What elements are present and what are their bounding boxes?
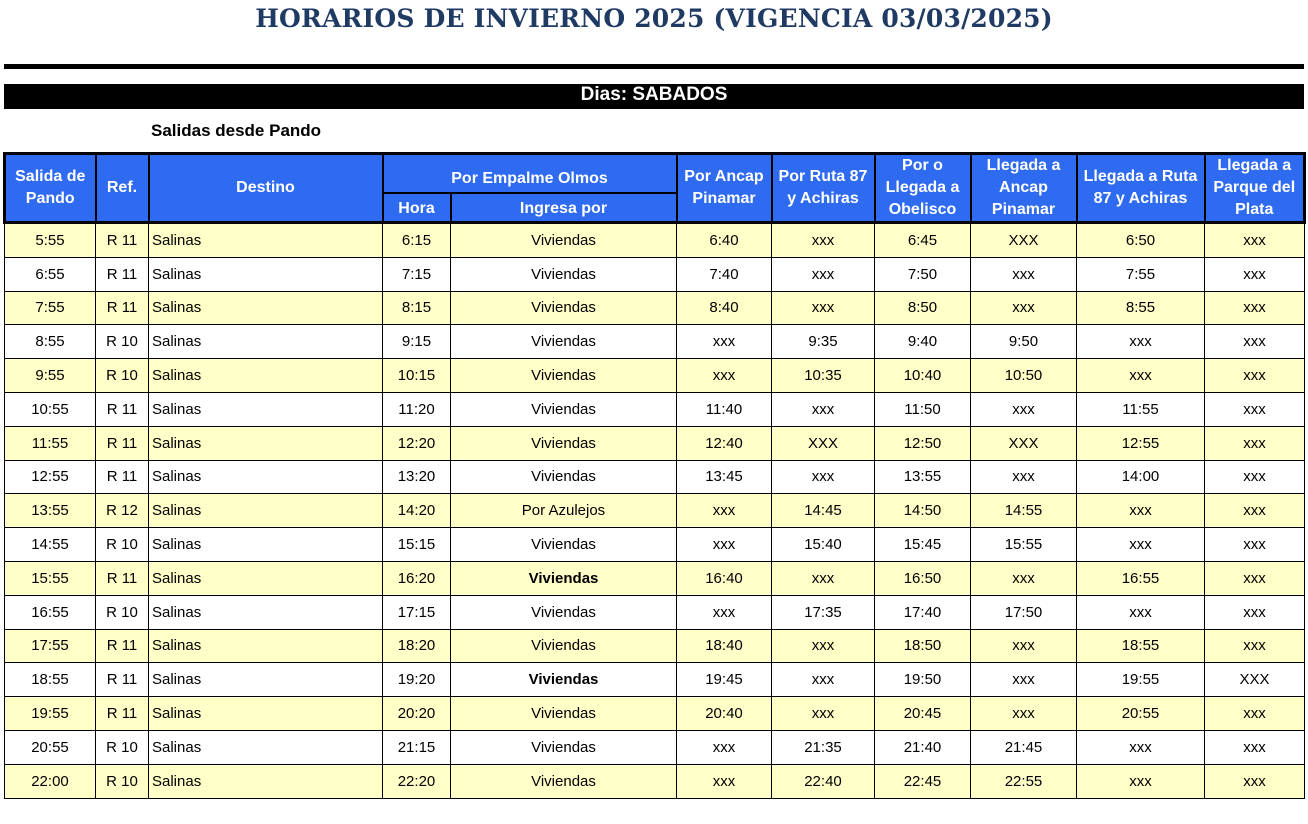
cell-llegada-ruta87: 8:55 — [1077, 291, 1205, 325]
cell-ruta87: XXX — [772, 426, 875, 460]
cell-ref: R 10 — [96, 359, 149, 393]
cell-ref: R 10 — [96, 325, 149, 359]
cell-ingresa: Viviendas — [451, 359, 677, 393]
cell-obelisco: 16:50 — [875, 561, 971, 595]
cell-obelisco: 22:45 — [875, 764, 971, 798]
cell-llegada-ancap: xxx — [971, 663, 1077, 697]
cell-obelisco: 8:50 — [875, 291, 971, 325]
cell-ref: R 10 — [96, 595, 149, 629]
cell-llegada-parque: xxx — [1205, 291, 1305, 325]
cell-obelisco: 18:50 — [875, 629, 971, 663]
cell-hora: 22:20 — [383, 764, 451, 798]
cell-salida: 18:55 — [5, 663, 96, 697]
cell-ingresa: Viviendas — [451, 561, 677, 595]
cell-llegada-parque: xxx — [1205, 426, 1305, 460]
cell-obelisco: 19:50 — [875, 663, 971, 697]
cell-ref: R 10 — [96, 730, 149, 764]
cell-ancap: 13:45 — [677, 460, 772, 494]
cell-llegada-ancap: xxx — [971, 257, 1077, 291]
page-title: HORARIOS DE INVIERNO 2025 (VIGENCIA 03/03/2025) — [255, 4, 1053, 33]
cell-hora: 17:15 — [383, 595, 451, 629]
cell-ingresa: Viviendas — [451, 629, 677, 663]
cell-ruta87: 15:40 — [772, 528, 875, 562]
cell-llegada-ancap: xxx — [971, 561, 1077, 595]
cell-ruta87: xxx — [772, 561, 875, 595]
table-row — [5, 528, 1305, 562]
cell-ancap: 19:45 — [677, 663, 772, 697]
cell-hora: 20:20 — [383, 697, 451, 731]
cell-ruta87: xxx — [772, 291, 875, 325]
cell-destino: Salinas — [149, 663, 383, 697]
cell-destino: Salinas — [149, 325, 383, 359]
cell-salida: 7:55 — [5, 291, 96, 325]
cell-destino: Salinas — [149, 528, 383, 562]
cell-hora: 21:15 — [383, 730, 451, 764]
cell-ingresa: Viviendas — [451, 426, 677, 460]
header-llegada-parque: Llegada a Parque del Plata — [1205, 154, 1305, 223]
cell-llegada-parque: xxx — [1205, 223, 1305, 258]
cell-llegada-parque: xxx — [1205, 359, 1305, 393]
table-row — [5, 494, 1305, 528]
cell-salida: 15:55 — [5, 561, 96, 595]
cell-ingresa: Viviendas — [451, 697, 677, 731]
table-row — [5, 764, 1305, 798]
cell-llegada-ruta87: xxx — [1077, 764, 1205, 798]
cell-salida: 10:55 — [5, 392, 96, 426]
cell-llegada-parque: xxx — [1205, 561, 1305, 595]
cell-ancap: 12:40 — [677, 426, 772, 460]
header-obelisco: Por o Llegada a Obelisco — [875, 154, 971, 223]
day-banner: Dias: SABADOS — [4, 84, 1304, 109]
cell-ruta87: xxx — [772, 257, 875, 291]
cell-ingresa: Viviendas — [451, 392, 677, 426]
cell-ingresa: Viviendas — [451, 663, 677, 697]
cell-llegada-parque: xxx — [1205, 730, 1305, 764]
table-row — [5, 291, 1305, 325]
cell-ruta87: 14:45 — [772, 494, 875, 528]
cell-llegada-ruta87: xxx — [1077, 359, 1205, 393]
cell-ingresa: Viviendas — [451, 730, 677, 764]
cell-llegada-ruta87: 18:55 — [1077, 629, 1205, 663]
cell-hora: 15:15 — [383, 528, 451, 562]
cell-llegada-ruta87: 12:55 — [1077, 426, 1205, 460]
cell-ingresa: Viviendas — [451, 223, 677, 258]
cell-llegada-ruta87: xxx — [1077, 528, 1205, 562]
cell-hora: 7:15 — [383, 257, 451, 291]
cell-destino: Salinas — [149, 223, 383, 258]
header-ancap: Por Ancap Pinamar — [677, 154, 772, 223]
cell-ingresa: Viviendas — [451, 257, 677, 291]
cell-obelisco: 9:40 — [875, 325, 971, 359]
cell-ancap: 20:40 — [677, 697, 772, 731]
cell-llegada-ruta87: xxx — [1077, 494, 1205, 528]
cell-llegada-ancap: 14:55 — [971, 494, 1077, 528]
cell-ref: R 11 — [96, 663, 149, 697]
header-hora: Hora — [383, 193, 451, 223]
cell-destino: Salinas — [149, 494, 383, 528]
cell-llegada-parque: xxx — [1205, 392, 1305, 426]
cell-llegada-ancap: xxx — [971, 460, 1077, 494]
table-row — [5, 257, 1305, 291]
header-salida: Salida de Pando — [5, 154, 96, 223]
cell-ingresa: Por Azulejos — [451, 494, 677, 528]
cell-ref: R 11 — [96, 697, 149, 731]
cell-ancap: 8:40 — [677, 291, 772, 325]
cell-ruta87: 22:40 — [772, 764, 875, 798]
cell-ancap: 7:40 — [677, 257, 772, 291]
header-ingresa: Ingresa por — [451, 193, 677, 223]
cell-ruta87: 21:35 — [772, 730, 875, 764]
header-empalme-olmos: Por Empalme Olmos — [383, 154, 677, 193]
cell-ingresa: Viviendas — [451, 291, 677, 325]
cell-llegada-ancap: 17:50 — [971, 595, 1077, 629]
table-row — [5, 697, 1305, 731]
cell-llegada-parque: xxx — [1205, 595, 1305, 629]
cell-llegada-ancap: xxx — [971, 697, 1077, 731]
cell-ruta87: xxx — [772, 629, 875, 663]
table-row — [5, 460, 1305, 494]
cell-llegada-ruta87: xxx — [1077, 595, 1205, 629]
cell-hora: 6:15 — [383, 223, 451, 258]
cell-ancap: xxx — [677, 359, 772, 393]
cell-ruta87: xxx — [772, 392, 875, 426]
cell-llegada-ancap: XXX — [971, 426, 1077, 460]
table-row — [5, 223, 1305, 258]
cell-ingresa: Viviendas — [451, 528, 677, 562]
cell-salida: 20:55 — [5, 730, 96, 764]
cell-obelisco: 7:50 — [875, 257, 971, 291]
cell-ancap: xxx — [677, 325, 772, 359]
cell-ingresa: Viviendas — [451, 595, 677, 629]
cell-ancap: xxx — [677, 730, 772, 764]
cell-ruta87: 9:35 — [772, 325, 875, 359]
table-row — [5, 325, 1305, 359]
cell-llegada-ancap: 9:50 — [971, 325, 1077, 359]
cell-llegada-ruta87: xxx — [1077, 325, 1205, 359]
cell-ancap: xxx — [677, 528, 772, 562]
cell-hora: 14:20 — [383, 494, 451, 528]
cell-obelisco: 21:40 — [875, 730, 971, 764]
header-ruta87: Por Ruta 87 y Achiras — [772, 154, 875, 223]
cell-ref: R 11 — [96, 291, 149, 325]
schedule-body — [5, 223, 1305, 799]
cell-ruta87: xxx — [772, 697, 875, 731]
cell-ancap: xxx — [677, 595, 772, 629]
cell-ruta87: xxx — [772, 223, 875, 258]
cell-llegada-parque: xxx — [1205, 629, 1305, 663]
cell-hora: 9:15 — [383, 325, 451, 359]
cell-llegada-ancap: 10:50 — [971, 359, 1077, 393]
table-row — [5, 392, 1305, 426]
cell-obelisco: 10:40 — [875, 359, 971, 393]
table-row — [5, 595, 1305, 629]
table-row — [5, 561, 1305, 595]
cell-hora: 10:15 — [383, 359, 451, 393]
cell-llegada-parque: xxx — [1205, 764, 1305, 798]
cell-obelisco: 6:45 — [875, 223, 971, 258]
cell-llegada-parque: xxx — [1205, 528, 1305, 562]
cell-destino: Salinas — [149, 697, 383, 731]
cell-llegada-ancap: 15:55 — [971, 528, 1077, 562]
cell-salida: 16:55 — [5, 595, 96, 629]
header-llegada-ancap: Llegada a Ancap Pinamar — [971, 154, 1077, 223]
cell-llegada-ruta87: 19:55 — [1077, 663, 1205, 697]
cell-destino: Salinas — [149, 730, 383, 764]
table-row — [5, 426, 1305, 460]
cell-hora: 13:20 — [383, 460, 451, 494]
cell-llegada-ancap: 22:55 — [971, 764, 1077, 798]
cell-ref: R 12 — [96, 494, 149, 528]
header-destino: Destino — [149, 154, 383, 223]
cell-obelisco: 13:55 — [875, 460, 971, 494]
cell-llegada-ancap: 21:45 — [971, 730, 1077, 764]
cell-ref: R 10 — [96, 528, 149, 562]
cell-destino: Salinas — [149, 257, 383, 291]
cell-llegada-ancap: xxx — [971, 291, 1077, 325]
cell-llegada-ruta87: 6:50 — [1077, 223, 1205, 258]
cell-llegada-ruta87: 14:00 — [1077, 460, 1205, 494]
cell-destino: Salinas — [149, 764, 383, 798]
cell-salida: 17:55 — [5, 629, 96, 663]
cell-ancap: xxx — [677, 494, 772, 528]
cell-destino: Salinas — [149, 629, 383, 663]
cell-llegada-parque: xxx — [1205, 257, 1305, 291]
table-row — [5, 730, 1305, 764]
cell-destino: Salinas — [149, 595, 383, 629]
cell-hora: 11:20 — [383, 392, 451, 426]
cell-destino: Salinas — [149, 392, 383, 426]
cell-llegada-parque: XXX — [1205, 663, 1305, 697]
cell-obelisco: 17:40 — [875, 595, 971, 629]
cell-salida: 19:55 — [5, 697, 96, 731]
schedule-table — [3, 152, 1306, 799]
cell-destino: Salinas — [149, 291, 383, 325]
cell-ref: R 11 — [96, 392, 149, 426]
cell-obelisco: 15:45 — [875, 528, 971, 562]
header-ref: Ref. — [96, 154, 149, 223]
section-title: Salidas desde Pando — [151, 121, 322, 140]
cell-salida: 6:55 — [5, 257, 96, 291]
cell-salida: 11:55 — [5, 426, 96, 460]
cell-llegada-ancap: XXX — [971, 223, 1077, 258]
cell-destino: Salinas — [149, 359, 383, 393]
table-row — [5, 663, 1305, 697]
cell-salida: 13:55 — [5, 494, 96, 528]
cell-ref: R 11 — [96, 561, 149, 595]
cell-salida: 14:55 — [5, 528, 96, 562]
cell-ancap: 6:40 — [677, 223, 772, 258]
cell-ingresa: Viviendas — [451, 764, 677, 798]
cell-hora: 8:15 — [383, 291, 451, 325]
cell-llegada-parque: xxx — [1205, 697, 1305, 731]
cell-ancap: xxx — [677, 764, 772, 798]
cell-llegada-ruta87: 20:55 — [1077, 697, 1205, 731]
cell-ruta87: xxx — [772, 460, 875, 494]
cell-ref: R 11 — [96, 629, 149, 663]
cell-llegada-ancap: xxx — [971, 629, 1077, 663]
cell-destino: Salinas — [149, 426, 383, 460]
title-divider — [4, 64, 1304, 69]
cell-obelisco: 20:45 — [875, 697, 971, 731]
cell-hora: 16:20 — [383, 561, 451, 595]
cell-llegada-ruta87: 16:55 — [1077, 561, 1205, 595]
cell-ancap: 16:40 — [677, 561, 772, 595]
cell-llegada-ruta87: xxx — [1077, 730, 1205, 764]
cell-llegada-parque: xxx — [1205, 460, 1305, 494]
cell-salida: 9:55 — [5, 359, 96, 393]
header-llegada-ruta87: Llegada a Ruta 87 y Achiras — [1077, 154, 1205, 223]
table-row — [5, 359, 1305, 393]
cell-ingresa: Viviendas — [451, 460, 677, 494]
cell-llegada-ancap: xxx — [971, 392, 1077, 426]
cell-destino: Salinas — [149, 561, 383, 595]
cell-ref: R 11 — [96, 460, 149, 494]
cell-hora: 19:20 — [383, 663, 451, 697]
cell-obelisco: 12:50 — [875, 426, 971, 460]
cell-obelisco: 14:50 — [875, 494, 971, 528]
cell-ancap: 11:40 — [677, 392, 772, 426]
cell-obelisco: 11:50 — [875, 392, 971, 426]
cell-ref: R 11 — [96, 257, 149, 291]
cell-llegada-parque: xxx — [1205, 494, 1305, 528]
cell-salida: 5:55 — [5, 223, 96, 258]
cell-ancap: 18:40 — [677, 629, 772, 663]
cell-salida: 22:00 — [5, 764, 96, 798]
cell-salida: 12:55 — [5, 460, 96, 494]
cell-llegada-ruta87: 7:55 — [1077, 257, 1205, 291]
cell-ref: R 11 — [96, 426, 149, 460]
cell-llegada-parque: xxx — [1205, 325, 1305, 359]
cell-hora: 18:20 — [383, 629, 451, 663]
cell-ruta87: xxx — [772, 663, 875, 697]
cell-hora: 12:20 — [383, 426, 451, 460]
cell-llegada-ruta87: 11:55 — [1077, 392, 1205, 426]
cell-ingresa: Viviendas — [451, 325, 677, 359]
cell-ref: R 11 — [96, 223, 149, 258]
cell-ref: R 10 — [96, 764, 149, 798]
table-row — [5, 629, 1305, 663]
cell-ruta87: 10:35 — [772, 359, 875, 393]
cell-ruta87: 17:35 — [772, 595, 875, 629]
cell-destino: Salinas — [149, 460, 383, 494]
cell-salida: 8:55 — [5, 325, 96, 359]
